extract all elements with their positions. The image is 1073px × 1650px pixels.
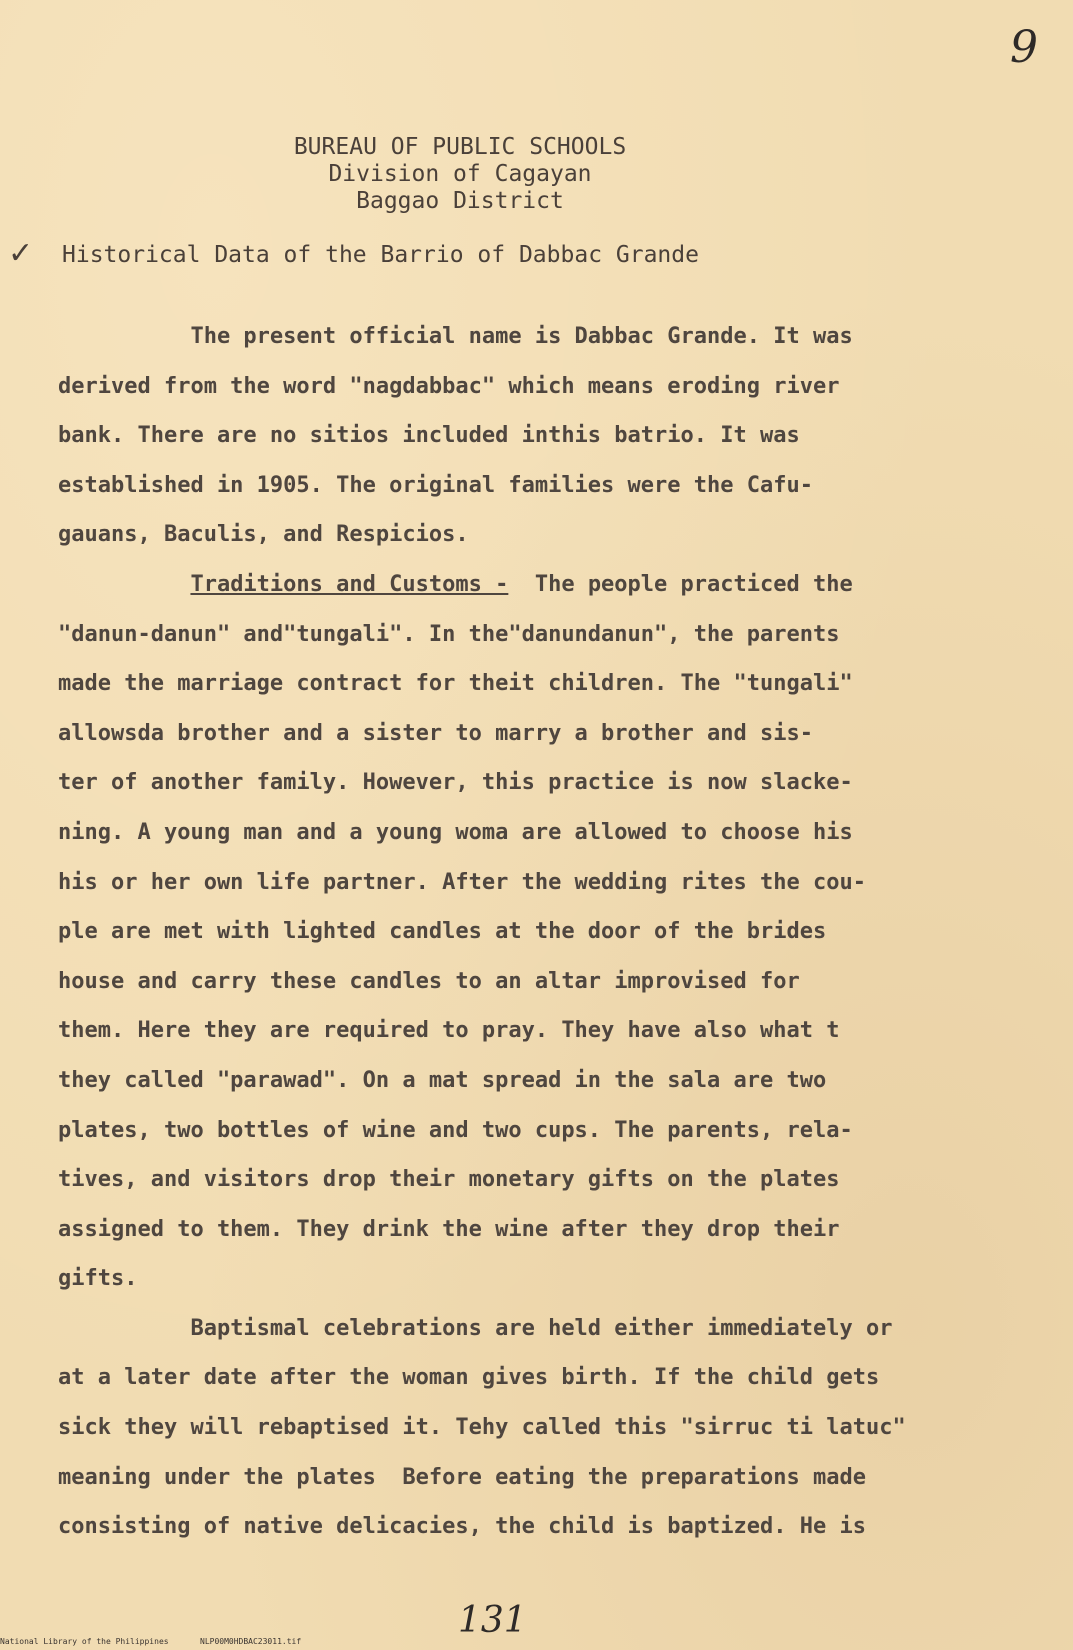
page-number: 9 (1010, 22, 1038, 73)
handwritten-page-stamp: 131 (458, 1600, 527, 1641)
text-line: ple are met with lighted candles at the door of the brides (58, 919, 827, 945)
document-title: Historical Data of the Barrio of Dabbac Grande (62, 242, 699, 268)
text-line: assigned to them. They drink the wine after they drop their (58, 1216, 840, 1242)
text-line: "danun-danun" and"tungali". In the"danundanun", the parents (58, 621, 840, 647)
text-line: gifts. (58, 1266, 138, 1292)
text-line: they called "parawad". On a mat spread in the sala are two (58, 1067, 827, 1093)
text-line: his or her own life partner. After the wedding rites the cou- (58, 869, 866, 895)
text-line: tives, and visitors drop their monetary gifts on the plates (58, 1167, 840, 1193)
text-line: Traditions and Customs - The people practiced the (190, 571, 853, 597)
text-line: ter of another family. However, this practice is now slacke- (58, 770, 853, 796)
text-line: The present official name is Dabbac Grande. It was (190, 324, 853, 349)
text-line: house and carry these candles to an altar improvised for (58, 968, 800, 994)
library-credit: National Library of the Philippines (0, 1637, 169, 1646)
header-division: Division of Cagayan (328, 161, 592, 187)
document-header (230, 134, 690, 215)
text-line: ning. A young man and a young woma are allowed to choose his (58, 819, 853, 845)
body-text (58, 312, 1018, 1552)
text-line: bank. There are no sitios included inthis batrio. It was (58, 423, 800, 449)
text-line: allowsda brother and a sister to marry a brother and sis- (58, 720, 813, 746)
text-line: plates, two bottles of wine and two cups. The parents, rela- (58, 1117, 853, 1143)
text-line: established in 1905. The original families were the Cafu- (58, 472, 813, 498)
text-line: gauans, Baculis, and Respicios. (58, 522, 469, 548)
text-line: them. Here they are required to pray. They have also what t (58, 1018, 840, 1044)
header-district: Baggao District (356, 188, 564, 214)
text-line: at a later date after the woman gives birth. If the child gets (58, 1365, 880, 1391)
file-code: NLP00M0HDBAC23011.tif (200, 1637, 302, 1646)
text-line: sick they will rebaptised it. Tehy called this "sirruc ti latuc" (58, 1415, 906, 1441)
text-line: consisting of native delicacies, the child is baptized. He is (58, 1514, 866, 1540)
text-line: derived from the word "nagdabbac" which means eroding river (58, 373, 840, 399)
text-line: meaning under the plates Before eating the preparations made (58, 1464, 866, 1490)
text-line: made the marriage contract for theit children. The "tungali" (58, 671, 853, 697)
check-mark-icon: ✓ (8, 236, 34, 271)
text-line: Baptismal celebrations are held either immediately or (190, 1315, 893, 1341)
header-bureau: BUREAU OF PUBLIC SCHOOLS (293, 134, 627, 160)
section-heading: Traditions and Customs - (190, 571, 509, 597)
